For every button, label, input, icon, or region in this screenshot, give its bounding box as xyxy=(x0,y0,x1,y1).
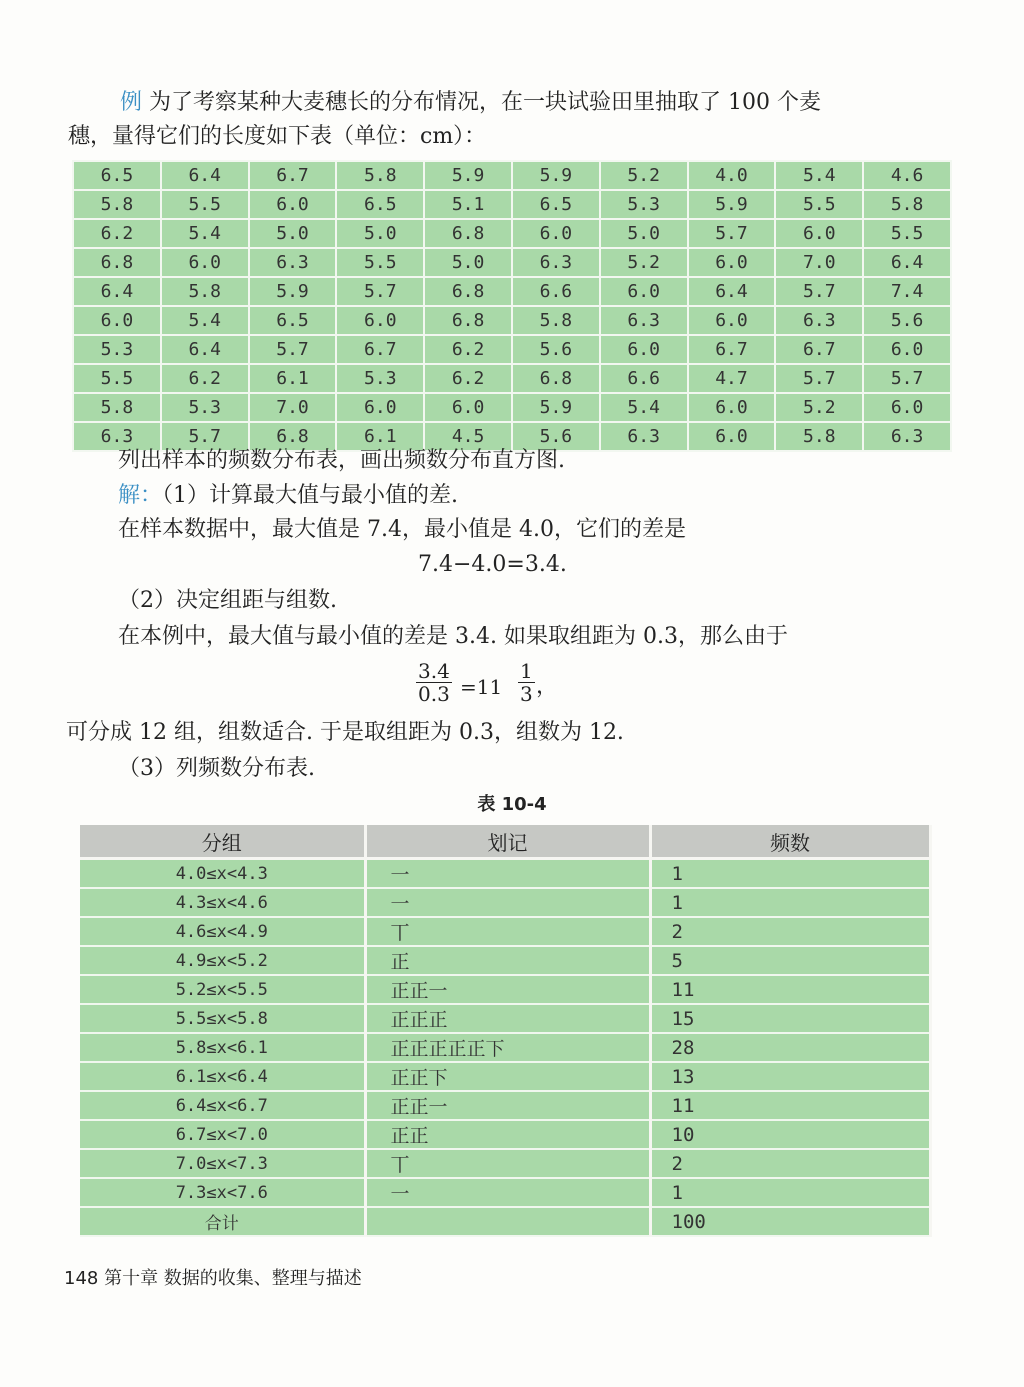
step1-equation: 7.4−4.0=3.4. xyxy=(418,552,567,577)
data-cell: 7.0 xyxy=(249,393,337,422)
data-cell: 6.5 xyxy=(512,190,600,219)
data-cell: 5.9 xyxy=(512,161,600,190)
data-row xyxy=(73,277,951,306)
data-cell: 6.0 xyxy=(600,277,688,306)
cell-range: 4.9≤x<5.2 xyxy=(80,946,365,975)
cell-range: 4.0≤x<4.3 xyxy=(80,859,365,889)
data-cell: 5.7 xyxy=(688,219,776,248)
cell-count: 1 xyxy=(650,888,930,917)
cell-tally: 丅 xyxy=(365,1149,650,1178)
cell-range: 7.3≤x<7.6 xyxy=(80,1178,365,1207)
data-cell: 5.8 xyxy=(512,306,600,335)
cell-tally: 正正 xyxy=(365,1120,650,1149)
data-cell: 5.3 xyxy=(73,335,161,364)
data-cell: 6.4 xyxy=(161,161,249,190)
data-row xyxy=(73,219,951,248)
data-cell: 4.6 xyxy=(863,161,951,190)
data-row xyxy=(73,161,951,190)
table-row xyxy=(80,975,930,1004)
step1-text: 在样本数据中，最大值是 7.4，最小值是 4.0，它们的差是 xyxy=(118,517,686,542)
data-cell: 5.5 xyxy=(161,190,249,219)
cell-tally: 丅 xyxy=(365,917,650,946)
cell-count: 2 xyxy=(650,1149,930,1178)
cell-count: 1 xyxy=(650,859,930,889)
data-cell: 6.0 xyxy=(600,335,688,364)
data-cell: 6.0 xyxy=(688,393,776,422)
data-cell: 5.4 xyxy=(775,161,863,190)
cell-range: 5.5≤x<5.8 xyxy=(80,1004,365,1033)
fraction-main xyxy=(416,660,452,705)
data-cell: 6.8 xyxy=(424,277,512,306)
fraction-numerator: 3.4 xyxy=(418,659,450,683)
cell-tally: 一 xyxy=(365,859,650,889)
data-cell: 6.6 xyxy=(512,277,600,306)
cell-count: 11 xyxy=(650,1091,930,1120)
cell-count: 10 xyxy=(650,1120,930,1149)
cell-range: 6.4≤x<6.7 xyxy=(80,1091,365,1120)
data-cell: 7.0 xyxy=(775,248,863,277)
data-cell: 6.0 xyxy=(73,306,161,335)
data-cell: 6.5 xyxy=(249,306,337,335)
data-cell: 5.0 xyxy=(249,219,337,248)
step2-text: 在本例中，最大值与最小值的差是 3.4. 如果取组距为 0.3，那么由于 xyxy=(118,624,788,649)
data-cell: 6.2 xyxy=(424,364,512,393)
data-cell: 6.7 xyxy=(336,335,424,364)
data-cell: 5.3 xyxy=(336,364,424,393)
table-row xyxy=(80,1091,930,1120)
data-cell: 5.7 xyxy=(863,364,951,393)
data-cell: 5.4 xyxy=(161,219,249,248)
data-cell: 6.0 xyxy=(424,393,512,422)
data-cell: 6.3 xyxy=(249,248,337,277)
page-footer: 148 第十章 数据的收集、整理与描述 xyxy=(64,1268,362,1289)
data-cell: 6.4 xyxy=(161,335,249,364)
cell-tally: 一 xyxy=(365,888,650,917)
cell-count: 28 xyxy=(650,1033,930,1062)
mixed-numerator: 1 xyxy=(520,659,533,683)
table-row xyxy=(80,1033,930,1062)
data-cell: 5.8 xyxy=(775,422,863,451)
data-cell: 6.1 xyxy=(249,364,337,393)
cell-range: 6.7≤x<7.0 xyxy=(80,1120,365,1149)
total-row xyxy=(80,1207,930,1236)
data-cell: 5.3 xyxy=(161,393,249,422)
data-cell: 6.1 xyxy=(336,422,424,451)
data-cell: 6.5 xyxy=(73,161,161,190)
data-cell: 6.0 xyxy=(688,306,776,335)
cell-count: 1 xyxy=(650,1178,930,1207)
data-cell: 4.5 xyxy=(424,422,512,451)
data-cell: 6.8 xyxy=(424,219,512,248)
header-frequency: 频数 xyxy=(650,825,930,859)
data-cell: 5.4 xyxy=(161,306,249,335)
data-cell: 5.6 xyxy=(863,306,951,335)
intro-line2: 穗，量得它们的长度如下表（单位：cm）： xyxy=(68,124,487,149)
header-group: 分组 xyxy=(80,825,365,859)
table-row xyxy=(80,859,930,889)
cell-tally: 正正正 xyxy=(365,1004,650,1033)
data-cell: 5.8 xyxy=(863,190,951,219)
data-cell: 6.0 xyxy=(161,248,249,277)
step2-title: （2）决定组距与组数. xyxy=(118,588,337,613)
data-cell: 6.5 xyxy=(336,190,424,219)
total-tally xyxy=(365,1207,650,1236)
mixed-denominator: 3 xyxy=(520,682,533,706)
step2-conclusion: 可分成 12 组，组数适合. 于是取组距为 0.3，组数为 12. xyxy=(66,720,624,745)
data-cell: 5.7 xyxy=(336,277,424,306)
data-cell: 6.6 xyxy=(600,364,688,393)
table-row xyxy=(80,917,930,946)
cell-range: 4.6≤x<4.9 xyxy=(80,917,365,946)
data-cell: 5.7 xyxy=(775,364,863,393)
data-cell: 6.7 xyxy=(249,161,337,190)
cell-count: 11 xyxy=(650,975,930,1004)
cell-range: 6.1≤x<6.4 xyxy=(80,1062,365,1091)
fraction-mixed xyxy=(518,660,535,705)
data-cell: 5.2 xyxy=(775,393,863,422)
data-cell: 6.7 xyxy=(688,335,776,364)
data-cell: 6.3 xyxy=(73,422,161,451)
data-cell: 7.4 xyxy=(863,277,951,306)
data-cell: 6.0 xyxy=(688,248,776,277)
data-row xyxy=(73,393,951,422)
header-tally: 划记 xyxy=(365,825,650,859)
data-cell: 6.7 xyxy=(775,335,863,364)
total-count: 100 xyxy=(650,1207,930,1236)
data-cell: 6.2 xyxy=(424,335,512,364)
data-cell: 6.0 xyxy=(249,190,337,219)
cell-range: 4.3≤x<4.6 xyxy=(80,888,365,917)
data-cell: 6.8 xyxy=(249,422,337,451)
data-cell: 5.9 xyxy=(688,190,776,219)
data-row xyxy=(73,335,951,364)
data-cell: 5.5 xyxy=(336,248,424,277)
data-cell: 5.0 xyxy=(424,248,512,277)
data-cell: 5.7 xyxy=(775,277,863,306)
data-cell: 6.8 xyxy=(512,364,600,393)
table-caption: 表 10-4 xyxy=(477,794,547,815)
data-row xyxy=(73,248,951,277)
example-label: 例 xyxy=(120,90,143,115)
data-cell: 4.0 xyxy=(688,161,776,190)
data-row xyxy=(73,190,951,219)
data-cell: 5.0 xyxy=(600,219,688,248)
fraction-eq: =11 xyxy=(460,675,503,699)
cell-tally: 正正正正正下 xyxy=(365,1033,650,1062)
data-cell: 6.3 xyxy=(600,306,688,335)
data-cell: 5.4 xyxy=(600,393,688,422)
cell-count: 15 xyxy=(650,1004,930,1033)
data-cell: 6.0 xyxy=(336,306,424,335)
data-cell: 5.9 xyxy=(249,277,337,306)
task-text: 列出样本的频数分布表，画出频数分布直方图. xyxy=(118,448,565,473)
data-cell: 6.3 xyxy=(775,306,863,335)
table-row xyxy=(80,888,930,917)
data-cell: 6.3 xyxy=(600,422,688,451)
cell-tally: 正正下 xyxy=(365,1062,650,1091)
data-cell: 5.2 xyxy=(600,248,688,277)
data-cell: 5.0 xyxy=(336,219,424,248)
data-cell: 6.0 xyxy=(512,219,600,248)
fraction-denominator: 0.3 xyxy=(418,682,450,706)
data-cell: 5.5 xyxy=(863,219,951,248)
fraction-tail: ， xyxy=(536,674,559,699)
cell-count: 13 xyxy=(650,1062,930,1091)
data-cell: 5.2 xyxy=(600,161,688,190)
data-cell: 6.2 xyxy=(73,219,161,248)
step3-title: （3）列频数分布表. xyxy=(118,756,315,781)
table-row xyxy=(80,1178,930,1207)
data-cell: 5.8 xyxy=(73,393,161,422)
data-cell: 6.2 xyxy=(161,364,249,393)
total-label: 合计 xyxy=(80,1207,365,1236)
data-cell: 5.8 xyxy=(73,190,161,219)
data-cell: 6.0 xyxy=(775,219,863,248)
data-cell: 6.4 xyxy=(73,277,161,306)
data-cell: 6.0 xyxy=(863,393,951,422)
table-row xyxy=(80,1004,930,1033)
data-cell: 5.7 xyxy=(161,422,249,451)
data-cell: 5.6 xyxy=(512,422,600,451)
table-row xyxy=(80,1149,930,1178)
cell-range: 5.2≤x<5.5 xyxy=(80,975,365,1004)
cell-range: 7.0≤x<7.3 xyxy=(80,1149,365,1178)
data-row xyxy=(73,364,951,393)
cell-tally: 正正一 xyxy=(365,1091,650,1120)
cell-range: 5.8≤x<6.1 xyxy=(80,1033,365,1062)
solution-step1 xyxy=(118,481,458,511)
table-header-row xyxy=(80,825,930,859)
data-cell: 6.3 xyxy=(512,248,600,277)
sample-data-table xyxy=(72,160,952,452)
data-cell: 4.7 xyxy=(688,364,776,393)
data-cell: 5.6 xyxy=(512,335,600,364)
data-row xyxy=(73,306,951,335)
data-cell: 6.4 xyxy=(688,277,776,306)
solution-label: 解： xyxy=(118,483,163,508)
data-cell: 5.5 xyxy=(73,364,161,393)
data-cell: 5.9 xyxy=(512,393,600,422)
step1-title: （1）计算最大值与最小值的差. xyxy=(162,483,459,508)
cell-tally: 正 xyxy=(365,946,650,975)
data-cell: 6.0 xyxy=(863,335,951,364)
data-cell: 6.8 xyxy=(424,306,512,335)
data-cell: 5.9 xyxy=(424,161,512,190)
frequency-table xyxy=(80,825,932,1237)
table-row xyxy=(80,946,930,975)
data-cell: 6.0 xyxy=(336,393,424,422)
data-cell: 6.0 xyxy=(688,422,776,451)
data-cell: 5.8 xyxy=(336,161,424,190)
intro-text-1: 为了考察某种大麦穗长的分布情况，在一块试验田里抽取了 100 个麦 xyxy=(149,90,821,115)
cell-tally: 一 xyxy=(365,1178,650,1207)
table-row xyxy=(80,1120,930,1149)
data-cell: 5.3 xyxy=(600,190,688,219)
cell-count: 2 xyxy=(650,917,930,946)
data-cell: 6.8 xyxy=(73,248,161,277)
data-cell: 5.5 xyxy=(775,190,863,219)
cell-tally: 正正一 xyxy=(365,975,650,1004)
data-cell: 6.3 xyxy=(863,422,951,451)
data-cell: 6.4 xyxy=(863,248,951,277)
intro-line1 xyxy=(120,88,821,118)
table-row xyxy=(80,1062,930,1091)
data-cell: 5.8 xyxy=(161,277,249,306)
data-cell: 5.1 xyxy=(424,190,512,219)
cell-count: 5 xyxy=(650,946,930,975)
data-cell: 5.7 xyxy=(249,335,337,364)
